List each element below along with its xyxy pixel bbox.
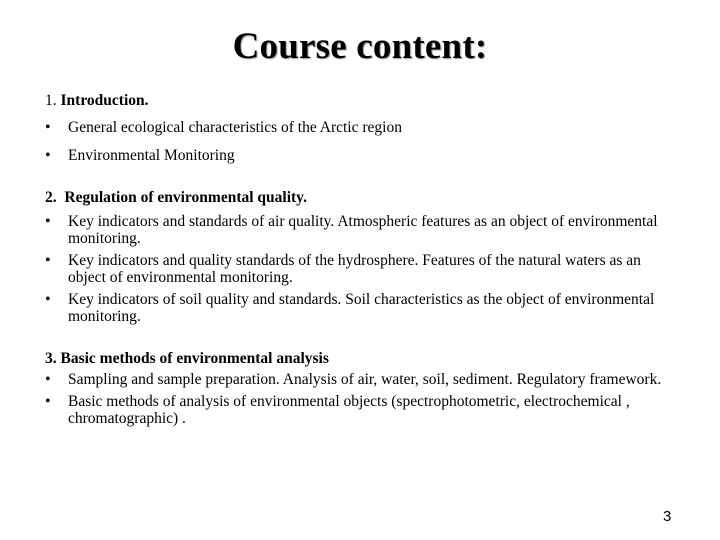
section-heading: [45, 189, 681, 206]
section-number: 3.: [45, 350, 57, 367]
bullet-icon: •: [45, 371, 51, 388]
bullet-icon: •: [45, 147, 51, 164]
list-item-text: Key indicators and standards of air quality. Atmospheric features as an object of environmental monitoring.: [68, 213, 658, 247]
list-item-text: Environmental Monitoring: [68, 147, 235, 164]
list-item: [45, 147, 681, 164]
slide-body: [45, 92, 681, 427]
section-methods: [45, 350, 681, 427]
section-introduction: [45, 92, 681, 164]
section-title: Regulation of environmental quality.: [64, 189, 307, 206]
list-item-text: General ecological characteristics of the Arctic region: [68, 119, 402, 136]
section-heading: [45, 350, 681, 367]
list-item: [45, 213, 681, 247]
section-heading: [45, 92, 681, 109]
section-title: Introduction.: [60, 92, 149, 109]
bullet-icon: •: [45, 213, 51, 230]
list-item-text: Key indicators and quality standards of the hydrosphere. Features of the natural waters as an object of environmental monitoring.: [68, 252, 641, 286]
list-item-text: Sampling and sample preparation. Analysis of air, water, soil, sediment. Regulatory framework.: [68, 371, 662, 388]
bullet-icon: •: [45, 393, 51, 410]
section-regulation: [45, 189, 681, 325]
bullet-icon: •: [45, 252, 51, 269]
section-number: 2.: [45, 189, 57, 206]
list-item: [45, 119, 681, 136]
section-number: 1.: [45, 92, 57, 109]
list-item: [45, 252, 681, 286]
list-item: [45, 393, 681, 427]
bullet-icon: •: [45, 291, 51, 308]
page-number: 3: [663, 508, 672, 525]
list-item: [45, 291, 681, 325]
section-title: Basic methods of environmental analysis: [60, 350, 329, 367]
list-item-text: Key indicators of soil quality and standards. Soil characteristics as the object of environmental monitoring.: [68, 291, 655, 325]
bullet-icon: •: [45, 119, 51, 136]
slide-title: Course content:: [232, 26, 488, 67]
list-item-text: Basic methods of analysis of environmental objects (spectrophotometric, electrochemical , chromatographic) .: [68, 393, 630, 427]
list-item: [45, 371, 681, 388]
